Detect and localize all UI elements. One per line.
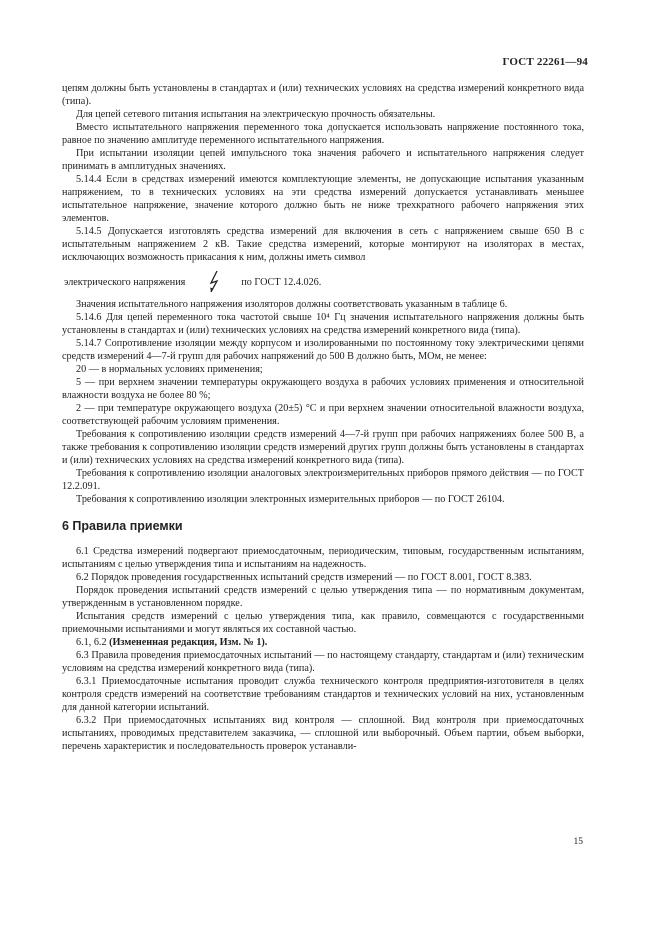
amendment-clauses: 6.1, 6.2 xyxy=(76,637,110,648)
paragraph: Значения испытательного напряжения изоляторов должны соответствовать указанным в таблице 6. xyxy=(76,299,508,310)
list-item: 20 — в нормальных условиях применения; xyxy=(76,364,263,375)
paragraph: Вместо испытательного напряжения переменного тока допускается использовать напряжение постоянного тока, равное по значению амплитуде переменного испытательного напряжения. xyxy=(62,122,584,146)
clause-5-14-4: 5.14.4 Если в средствах измерений имеются комплектующие элементы, не допускающие испытания указанным напряжением, то в технических условиях на эти средства измерений допускается устанавливать меньшее испытательное напряжение, значение которого должно быть не ниже трехкратного рабочего напряжения этих элементов. xyxy=(62,174,584,224)
high-voltage-icon xyxy=(207,270,221,294)
amendment-note xyxy=(62,636,584,649)
clause-6-3-2: 6.3.2 При приемосдаточных испытаниях вид контроля — сплошной. Вид контроля при приемосдаточных испытаниях, проводимых представителем заказчика, — сплошной или выборочный. Объем партии, объем выборки, перечень характеристик и последовательность проверок устанавли- xyxy=(62,715,584,752)
clause-5-14-7: 5.14.7 Сопротивление изоляции между корпусом и изолированными по постоянному току электрическими цепями средств измерений 4—7-й групп для рабочих напряжений до 500 В должно быть, МОм, не менее: xyxy=(62,338,584,362)
clause-6-3-1: 6.3.1 Приемосдаточные испытания проводит служба технического контроля предприятия-изготовителя в целях контроля средств измерений на соответствие требованиям стандартов и технических условий на них, установленным для данной категории испытаний. xyxy=(62,676,584,713)
section-title: 6 Правила приемки xyxy=(62,519,183,533)
clause-6-3: 6.3 Правила проведения приемосдаточных испытаний — по настоящему стандарту, стандартам и (или) техническим условиям на средства измерений конкретного вида (типа). xyxy=(62,650,584,674)
paragraph: цепям должны быть установлены в стандартах и (или) технических условиях на средства измерений конкретного вида (типа). xyxy=(62,83,584,107)
paragraph: Для цепей сетевого питания испытания на электрическую прочность обязательны. xyxy=(76,109,436,120)
symbol-label-after: по ГОСТ 12.4.026. xyxy=(241,276,322,288)
list-item: 5 — при верхнем значении температуры окружающего воздуха в рабочих условиях применения и относительной влажности воздуха не более 80 %; xyxy=(62,377,584,401)
document-header: ГОСТ 22261—94 xyxy=(502,56,588,68)
paragraph: Порядок проведения испытаний средств измерений с целью утверждения типа — по нормативным документам, утвержденным в установленном порядке. xyxy=(62,585,584,609)
paragraph: Требования к сопротивлению изоляции средств измерений 4—7-й групп при рабочих напряжениях более 500 В, а также требования к сопротивлению изоляции средств измерений других групп должны быть установлены в стандартах и (или) технических условиях на средства измерений конкретного вида (типа). xyxy=(62,429,584,466)
clause-5-14-5: 5.14.5 Допускается изготовлять средства измерений для включения в сеть с напряжением свыше 650 В с испытательным напряжением 2 кВ. Такие средства измерений, которые монтируют на изоляторах в местах, исключающих возможность прикасания к ним, должны иметь символ xyxy=(62,226,584,263)
paragraph: При испытании изоляции цепей импульсного тока значения рабочего и испытательного напряжения следует принимать в амплитудных значениях. xyxy=(62,148,584,172)
paragraph: Требования к сопротивлению изоляции аналоговых электроизмерительных приборов прямого действия — по ГОСТ 12.2.091. xyxy=(62,468,584,492)
page-number: 15 xyxy=(573,837,583,847)
amendment-label: (Измененная редакция, Изм. № 1). xyxy=(109,637,268,648)
voltage-symbol-line xyxy=(64,270,584,294)
symbol-label-before: электрического напряжения xyxy=(64,276,186,288)
clause-6-2: 6.2 Порядок проведения государственных испытаний средств измерений — по ГОСТ 8.001, ГОСТ 8.383. xyxy=(76,572,532,583)
clause-5-14-6: 5.14.6 Для цепей переменного тока частотой свыше 10⁴ Гц значения испытательного напряжения должны быть установлены в стандартах и (или) технических условиях на средства измерений конкретного вида (типа). xyxy=(62,312,584,336)
page-content xyxy=(62,82,584,753)
list-item: 2 — при температуре окружающего воздуха (20±5) °С и при верхнем значении относительной влажности воздуха, соответствующей рабочим условиям применения. xyxy=(62,403,584,427)
paragraph: Требования к сопротивлению изоляции электронных измерительных приборов — по ГОСТ 26104. xyxy=(76,494,505,505)
paragraph: Испытания средств измерений с целью утверждения типа, как правило, совмещаются с государственными приемочными испытаниями и могут являться их составной частью. xyxy=(62,611,584,635)
clause-6-1: 6.1 Средства измерений подвергают приемосдаточным, периодическим, типовым, государственным испытаниям, испытаниям с целью утверждения типа и испытаниям на надежность. xyxy=(62,546,584,570)
